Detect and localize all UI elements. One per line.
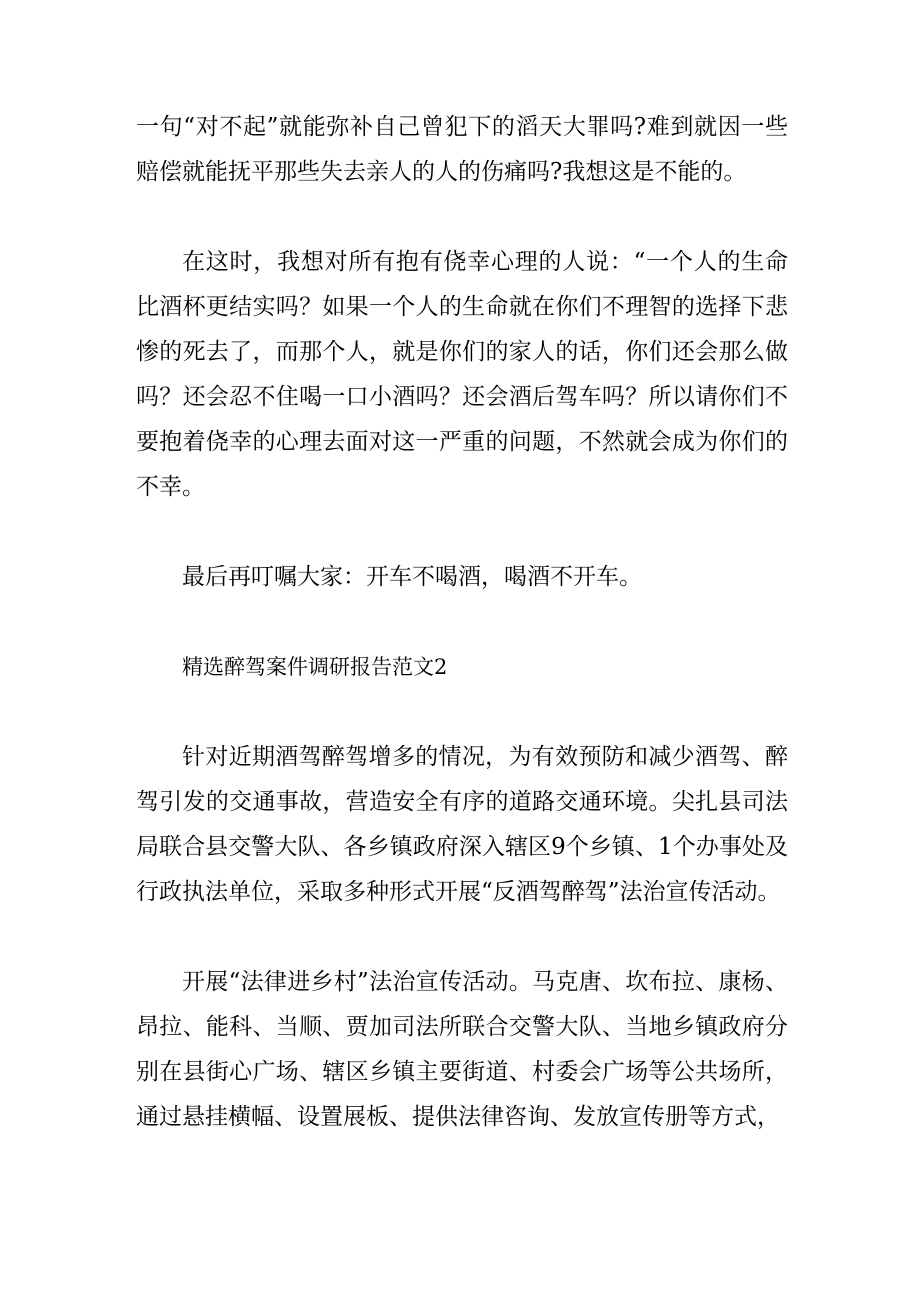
paragraph-campaign-intro: 针对近期酒驾醉驾增多的情况，为有效预防和减少酒驾、醉驾引发的交通事故，营造安全有序的道路交通环境。尖扎县司法局联合县交警大队、各乡镇政府深入辖区9个乡镇、1个办事处及行政执法单位，采取多种形式开展“反酒驾醉驾”法治宣传活动。 <box>136 744 788 905</box>
paragraph-closing-reminder: 最后再叮嘱大家：开车不喝酒，喝酒不开车。 <box>182 564 642 590</box>
paragraph-continuation: 一句“对不起”就能弥补自己曾犯下的滔天大罪吗?难到就因一些赔偿就能抚平那些失去亲人的人的伤痛吗?我想这是不能的。 <box>136 114 788 185</box>
document-body <box>136 105 788 1185</box>
section-heading: 精选醉驾案件调研报告范文2 <box>182 655 448 679</box>
paragraph-warning-quote: 在这时，我想对所有抱有侥幸心理的人说：“一个人的生命比酒杯更结实吗？如果一个人的生命就在你们不理智的选择下悲惨的死去了，而那个人，就是你们的家人的话，你们还会那么做吗？还会忍不住喝一口小酒吗？还会酒后驾车吗？所以请你们不要抱着侥幸的心理去面对这一严重的问题，不然就会成为你们的不幸。 <box>136 249 788 500</box>
paragraph-rural-campaign: 开展“法律进乡村”法治宣传活动。马克唐、坎布拉、康杨、昂拉、能科、当顺、贾加司法所联合交警大队、当地乡镇政府分别在县街心广场、辖区乡镇主要街道、村委会广场等公共场所，通过悬挂横幅、设置展板、提供法律咨询、发放宣传册等方式， <box>136 969 788 1130</box>
